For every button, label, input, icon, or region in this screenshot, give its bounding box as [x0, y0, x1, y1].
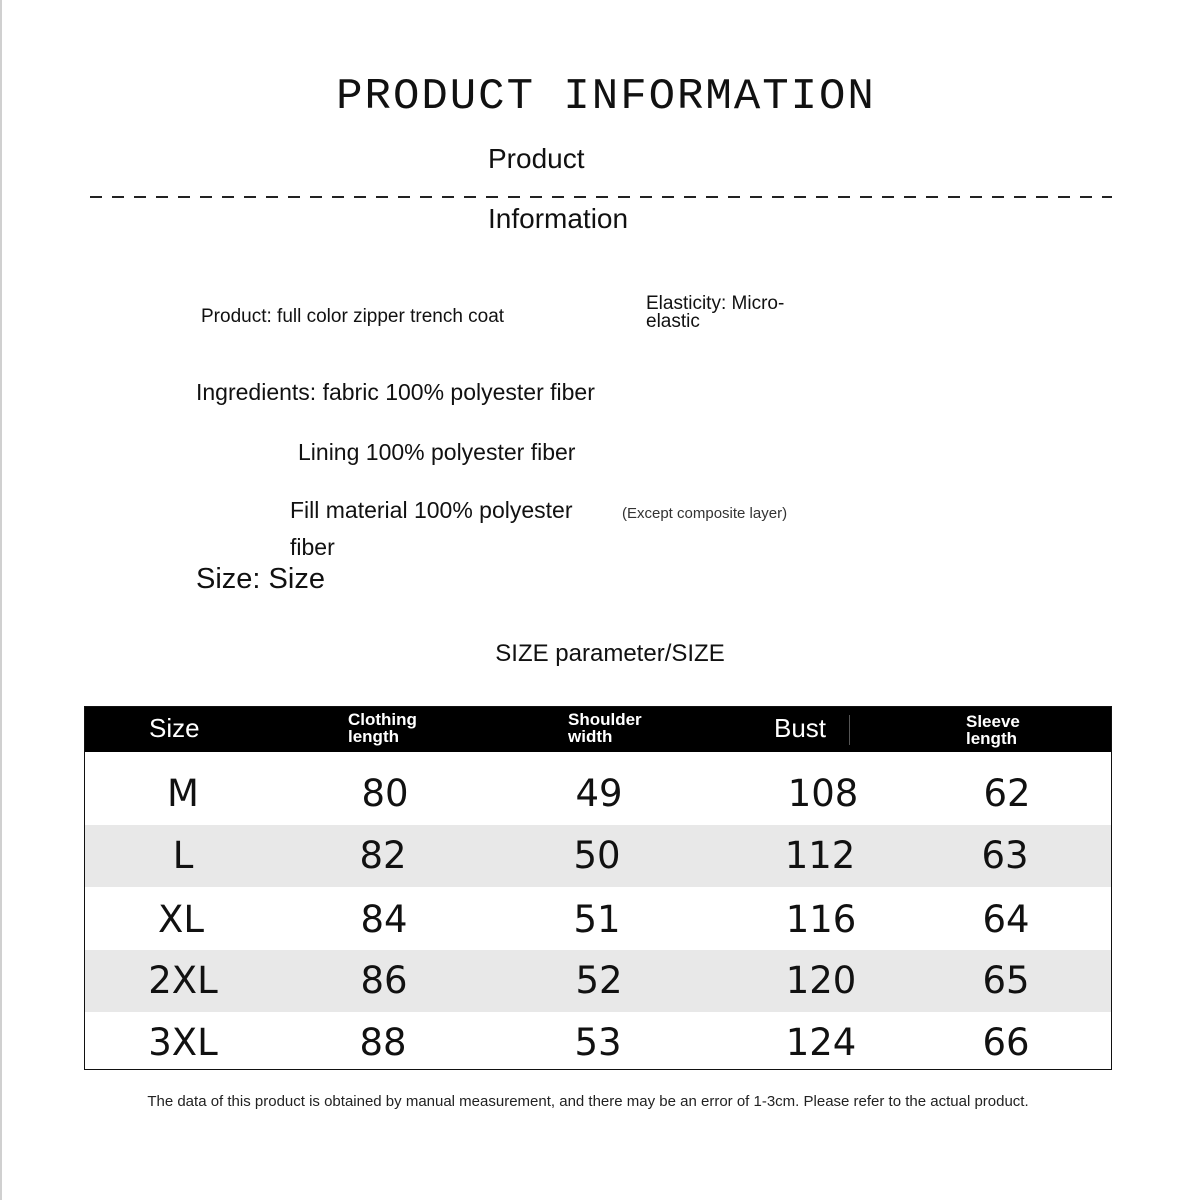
size-table [84, 706, 1112, 1070]
elasticity-line-1: Elasticity: Micro- [646, 293, 785, 314]
elasticity-line-2: elastic [646, 311, 700, 332]
cell-clothing-length: 80 [361, 772, 409, 815]
table-row [85, 950, 1111, 1012]
header-shoulder-width-line-2: width [568, 727, 613, 746]
size-line: Size: Size [196, 563, 325, 595]
table-row [85, 763, 1111, 825]
header-sleeve-length [966, 713, 1020, 747]
fill-material-note: (Except composite layer) [622, 505, 788, 522]
subtitle-line-1: Product [488, 143, 585, 174]
cell-sleeve-length: 62 [983, 772, 1031, 815]
cell-bust: 120 [785, 959, 857, 1002]
cell-sleeve-length: 65 [982, 959, 1030, 1002]
product-name: Product: full color zipper trench coat [201, 306, 505, 327]
size-parameter-title: SIZE parameter/SIZE [495, 640, 725, 667]
header-sleeve-length-line-1: Sleeve [966, 712, 1020, 731]
cell-size: 3XL [148, 1021, 218, 1064]
ingredients: Ingredients: fabric 100% polyester fiber [196, 379, 595, 405]
cell-sleeve-length: 64 [982, 898, 1030, 941]
cell-size: 2XL [148, 959, 218, 1002]
header-shoulder-width [568, 711, 642, 745]
header-clothing-length [348, 711, 417, 745]
fill-material-line-1: Fill material 100% polyester [290, 497, 573, 523]
header-clothing-length-line-2: length [348, 727, 399, 746]
header-clothing-length-line-1: Clothing [348, 710, 417, 729]
cell-clothing-length: 88 [359, 1021, 407, 1064]
lining: Lining 100% polyester fiber [298, 439, 576, 465]
page-title: PRODUCT INFORMATION [336, 72, 876, 122]
measurement-disclaimer: The data of this product is obtained by manual measurement, and there may be an error of 1-3cm. Please refer to the actual product. [147, 1093, 1029, 1110]
cell-bust: 108 [787, 772, 859, 815]
cell-clothing-length: 86 [360, 959, 408, 1002]
cell-bust: 124 [785, 1021, 857, 1064]
cell-sleeve-length: 66 [982, 1021, 1030, 1064]
table-row [85, 825, 1111, 887]
table-row [85, 1012, 1111, 1074]
cell-clothing-length: 82 [359, 834, 407, 877]
table-header [85, 707, 1111, 752]
cell-bust: 116 [785, 898, 857, 941]
header-size: Size [149, 713, 200, 743]
cell-shoulder-width: 53 [574, 1021, 622, 1064]
cell-shoulder-width: 49 [575, 772, 623, 815]
subtitle-line-2: Information [488, 203, 629, 234]
dashed-divider [90, 196, 1112, 198]
header-shoulder-width-line-1: Shoulder [568, 710, 642, 729]
cell-size: M [167, 772, 199, 815]
header-separator [849, 715, 850, 745]
page-left-border [0, 0, 2, 1200]
cell-sleeve-length: 63 [981, 834, 1029, 877]
cell-bust: 112 [784, 834, 856, 877]
cell-shoulder-width: 52 [575, 959, 623, 1002]
cell-shoulder-width: 51 [573, 898, 621, 941]
table-row [85, 889, 1111, 951]
elasticity [646, 295, 784, 331]
header-sleeve-length-line-2: length [966, 729, 1017, 748]
header-bust: Bust [774, 713, 827, 743]
cell-size: L [172, 834, 194, 877]
cell-shoulder-width: 50 [573, 834, 621, 877]
cell-size: XL [158, 898, 204, 941]
cell-clothing-length: 84 [360, 898, 408, 941]
fill-material-line-2: fiber [290, 534, 335, 560]
